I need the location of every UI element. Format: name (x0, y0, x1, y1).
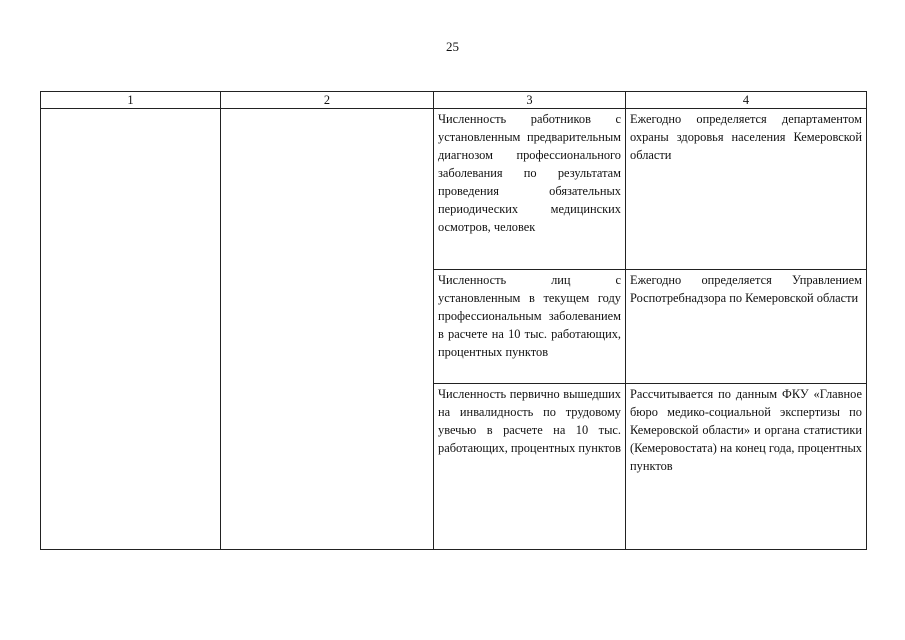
indicator-text: Численность лиц с установленным в текущем году профессиональным заболеванием в расчете на 10 тыс. работающих, процентных пунктов (438, 273, 621, 359)
indicator-text: Численность работников с установленным предварительным диагнозом профессионального заболевания по результатам проведения обязательных периодических медицинских осмотров, человек (438, 112, 621, 234)
source-text: Рассчитывается по данным ФКУ «Главное бюро медико-социальной экспертизы по Кемеровской области» и органа статистики (Кемеровостата) на конец года, процентных пунктов (630, 387, 862, 473)
source-cell (626, 109, 867, 270)
source-text: Ежегодно определяется Управлением Роспотребнадзора по Кемеровской области (630, 273, 862, 305)
column-header-1: 1 (41, 92, 221, 109)
indicators-table (40, 91, 867, 550)
column-header-2: 2 (221, 92, 434, 109)
source-cell (626, 270, 867, 384)
indicator-text: Численность первично вышедших на инвалидность по трудовому увечью в расчете на 10 тыс. работающих, процентных пунктов (438, 387, 621, 455)
table-row (41, 109, 867, 270)
page-number: 25 (446, 39, 459, 54)
column-2-cell (221, 109, 434, 550)
source-cell (626, 384, 867, 550)
indicator-cell (434, 384, 626, 550)
indicator-cell (434, 109, 626, 270)
indicator-cell (434, 270, 626, 384)
source-text: Ежегодно определяется департаментом охраны здоровья населения Кемеровской области (630, 112, 862, 162)
column-1-cell (41, 109, 221, 550)
table-header-row (41, 92, 867, 109)
column-header-3: 3 (434, 92, 626, 109)
column-header-4: 4 (626, 92, 867, 109)
